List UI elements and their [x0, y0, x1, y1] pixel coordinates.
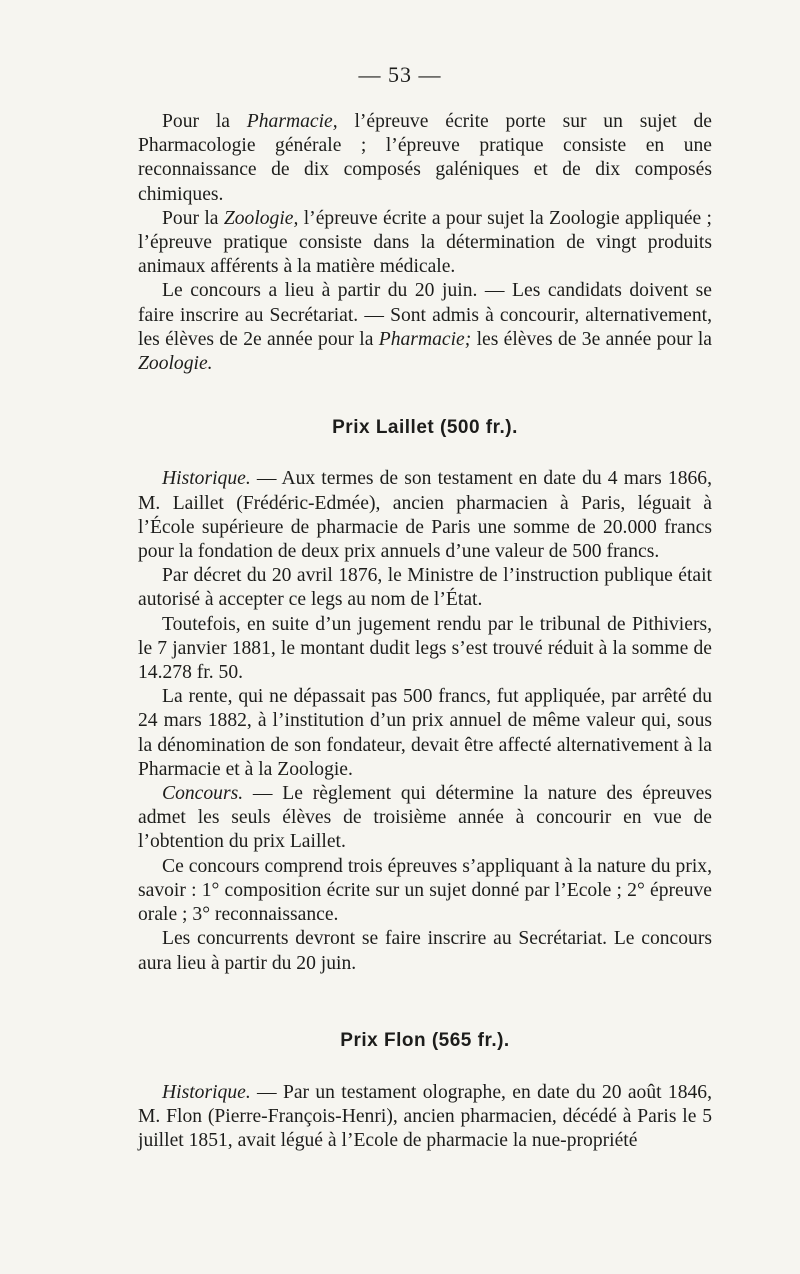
italic-label: Concours. [162, 783, 244, 805]
italic-term: Pharmacie, [246, 111, 338, 132]
paragraph-laillet-inscription: Les concurrents devront se faire inscrire au Secrétariat. Le concours aura lieu à partir du 20 juin. [138, 928, 712, 974]
text-run: Pour la [162, 207, 224, 229]
paragraph-laillet-epreuves: Ce concours comprend trois épreuves s’appliquant à la nature du prix, savoir : 1° composition écrite sur un sujet donné par l’Ecole ; 2° épreuve orale ; 3° reconnaissance. [138, 855, 712, 926]
text-run: les élèves de 3e année pour la [471, 328, 712, 350]
italic-term: Zoologie, [223, 207, 299, 229]
text-run: l’épreuve écrite a pour sujet la Zoologie appliquée ; l’épreuve pratique consiste dans la détermination de vingt produits animaux afférents à la matière médicale. [138, 207, 713, 278]
paragraph-laillet-decret: Par décret du 20 avril 1876, le Ministre de l’instruction publique était autorisé à accepter ce legs au nom de l’État. [138, 565, 712, 611]
text-run: — Par un testament olographe, en date du 20 août 1846, M. Flon (Pierre-François-Henri), ancien pharmacien, décédé à Paris le 5 juillet 1851, avait légué à l’Ecole de pharmacie la nue-propriété [138, 1081, 712, 1152]
italic-label: Historique. [162, 468, 251, 490]
italic-term: Zoologie. [138, 353, 213, 375]
paragraph-laillet-concours [138, 782, 712, 855]
paragraph-laillet-jugement: Toutefois, en suite d’un jugement rendu par le tribunal de Pithiviers, le 7 janvier 1881, le montant dudit legs s’est trouvé réduit à la somme de 14.278 fr. 50. [138, 613, 712, 684]
italic-term: Pharmacie; [378, 328, 472, 350]
section-heading-laillet: Prix Laillet (500 fr.). [332, 417, 518, 439]
italic-label: Historique. [162, 1081, 251, 1103]
text-run: l’épreuve écrite porte sur un sujet de Pharmacologie générale ; l’épreuve pratique consiste en une reconnaissance de dix composés galéniques et de dix composés chimiques. [138, 111, 713, 205]
text-run: Le concours a lieu à partir du 20 juin. — Les candidats doivent se faire inscrire au Secrétariat. — Sont admis à concourir, alternativement, les élèves de 2e année pour la [138, 280, 712, 350]
text-run: Pour la [162, 111, 247, 132]
paragraph-flon-historique [138, 1081, 712, 1154]
section-heading-flon: Prix Flon (565 fr.). [340, 1029, 510, 1051]
paragraph-concours-date [138, 279, 712, 376]
page-body [138, 110, 712, 1154]
paragraph-laillet-rente: La rente, qui ne dépassait pas 500 francs, fut appliquée, par arrêté du 24 mars 1882, à l’institution d’un prix annuel de même valeur qui, sous la dénomination de son fondateur, devait être affecté alternativement à la Pharmacie et à la Zoologie. [138, 686, 712, 780]
paragraph-laillet-historique [138, 467, 712, 564]
text-run: — Aux termes de son testament en date du 4 mars 1866, M. Laillet (Frédéric-Edmée), ancien pharmacien à Paris, léguait à l’École supérieure de pharmacie de Paris une somme de 20.000 francs pour la fondation de deux prix annuels d’une valeur de 500 francs. [138, 468, 712, 563]
text-run: — Le règlement qui détermine la nature des épreuves admet les seuls élèves de troisième année à concourir en vue de l’obtention du prix Laillet. [138, 783, 712, 853]
page-number: — 53 — [358, 62, 442, 87]
paragraph-pharmacie [138, 110, 712, 207]
paragraph-zoologie [138, 207, 712, 280]
